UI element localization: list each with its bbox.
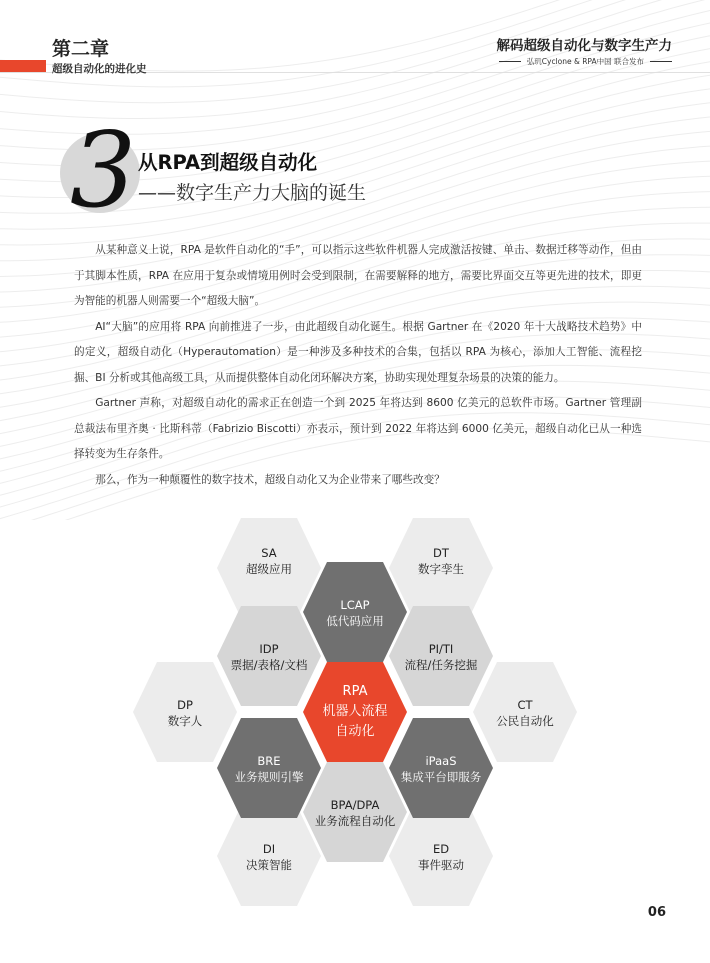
hex-text: 事件驱动	[418, 858, 464, 872]
hex-code: DT	[433, 546, 449, 560]
hex-text: 超级应用	[246, 562, 292, 576]
hex-code: iPaaS	[425, 754, 457, 768]
hex-code: PI/TI	[428, 642, 454, 656]
hex-text: 业务规则引擎	[234, 770, 304, 784]
hex-text: 公民自动化	[496, 714, 554, 728]
hex-text: 集成平台即服务	[400, 770, 482, 784]
hex-code: RPA	[342, 684, 368, 699]
hex-text: 业务流程自动化	[314, 814, 396, 828]
hex-label-sa	[214, 545, 324, 577]
hex-code: LCAP	[340, 598, 370, 612]
hex-text: 流程/任务挖掘	[404, 658, 478, 672]
hex-label-dp	[130, 697, 240, 729]
hex-code: BRE	[257, 754, 281, 768]
hex-label-lcap	[300, 597, 410, 629]
section-number: 3	[70, 109, 137, 231]
hex-text: 数字人	[167, 714, 203, 728]
hex-label-ed	[386, 841, 496, 873]
hex-label-di	[214, 841, 324, 873]
hex-label-bre	[214, 753, 324, 785]
paragraph: Gartner 声称，对超级自动化的需求正在创造一个到 2025 年将达到 8600 亿美元的总软件市场。Gartner 管理副总裁法布里齐奥 · 比斯科蒂（Fabrizio Biscotti）亦表示，预计到 2022 年将达到 6000 亿美元，超级自动化已从一种选择转变为生存条件。	[74, 397, 642, 460]
paragraph: AI“大脑”的应用将 RPA 向前推进了一步，由此超级自动化诞生。根据 Gartner 在《2020 年十大战略技术趋势》中的定义，超级自动化（Hyperautomation）是一种涉及多种技术的合集，包括以 RPA 为核心，添加人工智能、流程挖掘、BI 分析或其他高级工具，从而提供整体自动化闭环解决方案，协助实现处理复杂场景的决策的能力。	[74, 320, 642, 384]
hex-code: ED	[432, 842, 450, 856]
hex-label-ct	[470, 697, 580, 729]
hex-label-ipaas	[386, 753, 496, 785]
paragraph: 那么，作为一种颠覆性的数字技术，超级自动化又为企业带来了哪些改变？	[95, 473, 445, 486]
report-subtitle-text: 弘玑Cyclone & RPA中国 联合发布	[526, 57, 644, 66]
chapter-title: 第二章	[52, 38, 110, 60]
hex-text: 低代码应用	[326, 614, 384, 628]
hex-label-idp	[214, 641, 324, 673]
hex-code: BPA/DPA	[330, 798, 380, 812]
hex-label-dt	[386, 545, 496, 577]
section-subtitle: ——数字生产力大脑的诞生	[138, 182, 367, 204]
chapter-subtitle: 超级自动化的进化史	[52, 63, 147, 75]
hex-text: 自动化	[335, 724, 375, 739]
paragraph: 从某种意义上说，RPA 是软件自动化的“手”，可以指示这些软件机器人完成激活按键、单击、数据迁移等动作，但由于其脚本性质，RPA 在应用于复杂或情境用例时会受到限制，在需要解释的地方，需要比界面交互等更先进的技术，即更为智能的机器人则需要一个“超级大脑”。	[74, 244, 642, 307]
hex-label-piti	[386, 641, 496, 673]
hex-code: CT	[517, 698, 533, 712]
report-title: 解码超级自动化与数字生产力	[496, 38, 672, 54]
page-number: 06	[647, 905, 666, 920]
hex-code: IDP	[259, 642, 279, 656]
section-title: 从RPA到超级自动化	[138, 151, 318, 174]
hex-code: DP	[177, 698, 193, 712]
hex-text: 机器人流程	[322, 704, 388, 719]
hex-code: SA	[261, 546, 277, 560]
hex-text: 票据/表格/文档	[230, 658, 308, 672]
hex-text: 决策智能	[246, 858, 292, 872]
hex-label-rpa	[300, 682, 410, 742]
hex-code: DI	[262, 842, 276, 856]
hex-label-bpa	[300, 797, 410, 829]
hex-text: 数字孪生	[418, 562, 464, 576]
